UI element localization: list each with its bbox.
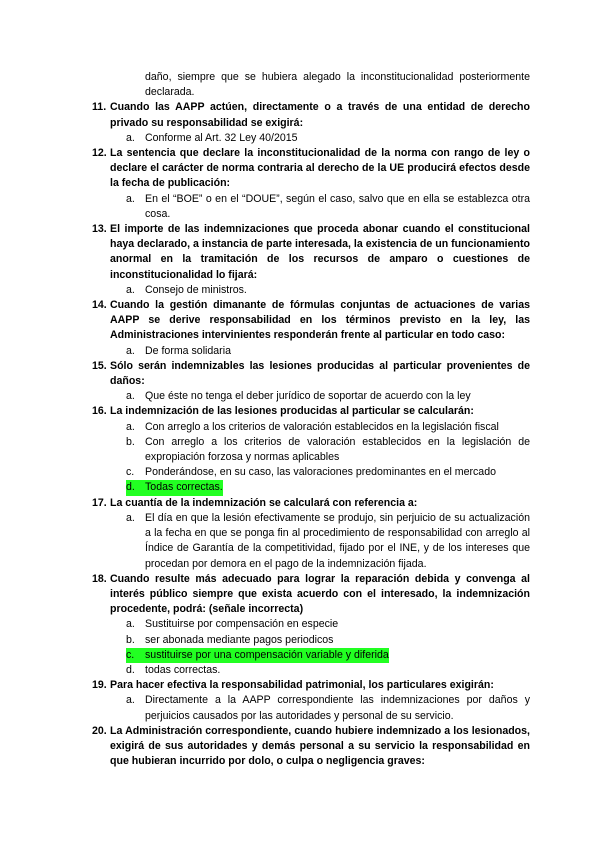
answer-option: b. Con arreglo a los criterios de valoración establecidos en la legislación de expropiación forzosa y normas aplicables — [126, 435, 530, 464]
question-text: Para hacer efectiva la responsabilidad patrimonial, los particulares exigirán: — [110, 679, 494, 692]
question-14 — [92, 298, 530, 359]
question-text: Cuando resulte más adecuado para lograr la reparación debida y convenga al interés público siempre que exista acuerdo con el interesado, la indemnización procedente, podrá: (señale incorrecta) — [110, 572, 530, 616]
answer-option: a. Sustituirse por compensación en especie — [126, 618, 339, 631]
continuation-text: daño, siempre que se hubiera alegado la inconstitucionalidad posteriormente declarada. — [145, 71, 530, 99]
question-text: Sólo serán indemnizables las lesiones producidas al particular provenientes de daños: — [110, 359, 530, 388]
question-12 — [92, 146, 530, 222]
answer-option: a. De forma solidaria — [126, 344, 231, 357]
question-number: 14. — [92, 299, 107, 312]
question-16 — [92, 404, 530, 495]
question-19 — [92, 678, 530, 724]
correct-answer-highlight: c. sustituirse por una compensación variable y diferida — [126, 648, 530, 663]
question-number: 17. — [92, 496, 107, 509]
question-text: La indemnización de las lesiones producidas al particular se calcularán: — [110, 405, 474, 418]
question-number: 16. — [92, 405, 107, 418]
question-number: 12. — [92, 147, 107, 160]
question-number: 11. — [92, 101, 107, 114]
question-text: Cuando las AAPP actúen, directamente o a través de una entidad de derecho privado su responsabilidad se exigirá: — [110, 101, 530, 129]
answer-option: b. ser abonada mediante pagos periodicos — [126, 633, 334, 646]
answer-option: a. Con arreglo a los criterios de valoración establecidos en la legislación fiscal — [126, 420, 499, 433]
answer-option: a. Directamente a la AAPP correspondiente las indemnizaciones por daños y perjuicios causados por las autoridades y personal de su servicio. — [126, 694, 530, 722]
question-text: La cuantía de la indemnización se calculará con referencia a: — [110, 496, 418, 509]
correct-answer-highlight: d. Todas correctas. — [126, 480, 530, 495]
question-number: 20. — [92, 724, 107, 737]
answer-option: c. Ponderándose, en su caso, las valoraciones predominantes en el mercado — [126, 466, 496, 479]
question-number: 18. — [92, 572, 107, 585]
question-text: La Administración correspondiente, cuando hubiere indemnizado a los lesionados, exigirá de sus autoridades y demás personal a su servicio la responsabilidad en que hubieran incurrido por dolo, o culpa o negligencia graves: — [110, 724, 530, 768]
question-20 — [92, 724, 530, 770]
question-18 — [92, 572, 530, 678]
question-13 — [92, 222, 530, 298]
question-11 — [92, 100, 530, 146]
document-content — [92, 70, 530, 769]
answer-option: a. El día en que la lesión efectivamente se produjo, sin perjuicio de su actualización a la fecha en que se ponga fin al procedimiento de responsabilidad con arreglo al Índice de Garantía de la competitividad, fijado por el INE, y de los intereses que procedan por demora en el pago de la indemnización fijada. — [126, 511, 530, 570]
answer-option: d. todas correctas. — [126, 663, 221, 676]
question-number: 19. — [92, 679, 107, 692]
question-number: 15. — [92, 359, 107, 372]
question-text: El importe de las indemnizaciones que proceda abonar cuando el constitucional haya declarado, a instancia de parte interesada, la existencia de un funcionamiento anormal en la tramitación de los recursos de amparo o cuestiones de inconstitucionalidad lo fijará: — [110, 223, 530, 281]
answer-option: a. En el “BOE” o en el “DOUE”, según el caso, salvo que en ella se establezca otra cosa. — [126, 192, 530, 220]
question-17 — [92, 496, 530, 572]
answer-option: a. Que éste no tenga el deber jurídico de soportar de acuerdo con la ley — [126, 390, 471, 403]
question-text: La sentencia que declare la inconstitucionalidad de la norma con rango de ley o declare el carácter de norma contraria al derecho de la UE producirá efectos desde la fecha de publicación: — [110, 147, 530, 190]
answer-option: a. Conforme al Art. 32 Ley 40/2015 — [126, 131, 298, 144]
question-number: 13. — [92, 223, 107, 236]
question-text: Cuando la gestión dimanante de fórmulas conjuntas de actuaciones de varias AAPP se derive responsabilidad en los términos previsto en la ley, las Administraciones intervinientes responderán frente al particular en todo caso: — [110, 299, 530, 342]
answer-option: a. Consejo de ministros. — [126, 283, 247, 296]
question-15 — [92, 359, 530, 405]
